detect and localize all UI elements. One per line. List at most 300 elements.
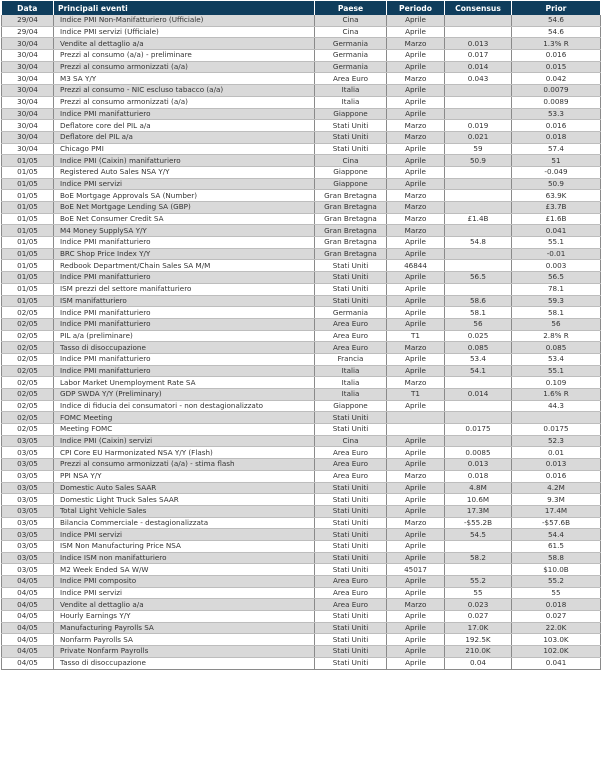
cell-country: Stati Uniti: [315, 482, 387, 494]
cell-date: 29/04: [2, 15, 54, 26]
cell-country: Stati Uniti: [315, 622, 387, 634]
cell-period: Aprile: [387, 237, 445, 249]
cell-country: Stati Uniti: [315, 412, 387, 424]
cell-event: Private Nonfarm Payrolls: [54, 646, 315, 658]
cell-period: Aprile: [387, 552, 445, 564]
header-prior: Prior: [512, 1, 601, 15]
cell-event: BRC Shop Price Index Y/Y: [54, 248, 315, 260]
cell-prior: 0.041: [512, 225, 601, 237]
cell-period: Marzo: [387, 599, 445, 611]
table-row: [2, 552, 601, 564]
cell-event: Indice PMI (Caixin) servizi: [54, 435, 315, 447]
table-row: [2, 295, 601, 307]
cell-prior: 53.3: [512, 108, 601, 120]
cell-date: 30/04: [2, 143, 54, 155]
table-row: [2, 15, 601, 26]
cell-date: 04/05: [2, 611, 54, 623]
cell-consensus: 0.013: [445, 459, 512, 471]
cell-prior: £3.7B: [512, 202, 601, 214]
cell-event: Domestic Light Truck Sales SAAR: [54, 494, 315, 506]
header-country: Paese: [315, 1, 387, 15]
cell-consensus: 58.6: [445, 295, 512, 307]
cell-event: Deflatore core del PIL a/a: [54, 120, 315, 132]
cell-period: Marzo: [387, 470, 445, 482]
cell-country: Area Euro: [315, 470, 387, 482]
table-row: [2, 400, 601, 412]
cell-prior: 57.4: [512, 143, 601, 155]
cell-consensus: 0.023: [445, 599, 512, 611]
table-row: [2, 587, 601, 599]
cell-consensus: 0.014: [445, 61, 512, 73]
table-row: [2, 96, 601, 108]
table-row: [2, 178, 601, 190]
table-row: [2, 131, 601, 143]
cell-prior: 103.0K: [512, 634, 601, 646]
table-row: [2, 307, 601, 319]
cell-consensus: 10.6M: [445, 494, 512, 506]
cell-country: Gran Bretagna: [315, 202, 387, 214]
cell-event: Meeting FOMC: [54, 424, 315, 436]
cell-consensus: 54.1: [445, 365, 512, 377]
cell-event: Indice PMI composito: [54, 576, 315, 588]
cell-consensus: -$55.2B: [445, 517, 512, 529]
cell-period: Aprile: [387, 482, 445, 494]
cell-consensus: 17.0K: [445, 622, 512, 634]
cell-country: Gran Bretagna: [315, 225, 387, 237]
cell-date: 03/05: [2, 517, 54, 529]
cell-country: Stati Uniti: [315, 272, 387, 284]
cell-period: Aprile: [387, 61, 445, 73]
cell-period: Aprile: [387, 646, 445, 658]
cell-country: Italia: [315, 365, 387, 377]
cell-consensus: 56: [445, 318, 512, 330]
table-row: [2, 73, 601, 85]
table-row: [2, 424, 601, 436]
table-row: [2, 342, 601, 354]
cell-date: 30/04: [2, 120, 54, 132]
cell-period: Aprile: [387, 143, 445, 155]
cell-consensus: [445, 377, 512, 389]
cell-country: Stati Uniti: [315, 295, 387, 307]
cell-event: Indice PMI manifatturiero: [54, 108, 315, 120]
cell-event: ISM Non Manufacturing Price NSA: [54, 540, 315, 552]
cell-country: Stati Uniti: [315, 494, 387, 506]
header-period: Periodo: [387, 1, 445, 15]
cell-event: Domestic Auto Sales SAAR: [54, 482, 315, 494]
cell-period: Marzo: [387, 225, 445, 237]
cell-country: Giappone: [315, 166, 387, 178]
cell-period: Aprile: [387, 96, 445, 108]
table-row: [2, 318, 601, 330]
cell-event: PPI NSA Y/Y: [54, 470, 315, 482]
table-row: [2, 38, 601, 50]
cell-date: 01/05: [2, 260, 54, 272]
cell-event: Labor Market Unemployment Rate SA: [54, 377, 315, 389]
cell-event: Prezzi al consumo armonizzati (a/a) - stima flash: [54, 459, 315, 471]
cell-consensus: 55.2: [445, 576, 512, 588]
cell-consensus: 50.9: [445, 155, 512, 167]
table-row: [2, 61, 601, 73]
cell-prior: $10.0B: [512, 564, 601, 576]
cell-consensus: 0.04: [445, 657, 512, 669]
cell-event: Indice PMI servizi: [54, 587, 315, 599]
cell-country: Stati Uniti: [315, 283, 387, 295]
cell-consensus: 0.085: [445, 342, 512, 354]
table-row: [2, 599, 601, 611]
table-body: [2, 15, 601, 669]
cell-prior: 55.1: [512, 365, 601, 377]
cell-date: 03/05: [2, 482, 54, 494]
cell-consensus: 0.0175: [445, 424, 512, 436]
cell-country: Stati Uniti: [315, 634, 387, 646]
cell-country: Area Euro: [315, 447, 387, 459]
cell-period: Aprile: [387, 318, 445, 330]
cell-event: Indice PMI servizi: [54, 178, 315, 190]
cell-period: Marzo: [387, 190, 445, 202]
table-row: [2, 470, 601, 482]
cell-date: 03/05: [2, 552, 54, 564]
cell-prior: 4.2M: [512, 482, 601, 494]
cell-prior: 1.3% R: [512, 38, 601, 50]
cell-prior: 1.6% R: [512, 389, 601, 401]
cell-prior: 0.041: [512, 657, 601, 669]
cell-consensus: 0.0085: [445, 447, 512, 459]
cell-prior: 55: [512, 587, 601, 599]
cell-period: Aprile: [387, 85, 445, 97]
cell-period: Aprile: [387, 26, 445, 38]
cell-period: Aprile: [387, 435, 445, 447]
table-row: [2, 353, 601, 365]
cell-event: BoE Net Consumer Credit SA: [54, 213, 315, 225]
cell-date: 01/05: [2, 166, 54, 178]
cell-date: 30/04: [2, 85, 54, 97]
cell-event: ISM manifatturiero: [54, 295, 315, 307]
cell-event: FOMC Meeting: [54, 412, 315, 424]
cell-country: Area Euro: [315, 459, 387, 471]
cell-date: 01/05: [2, 155, 54, 167]
cell-country: Area Euro: [315, 330, 387, 342]
cell-consensus: [445, 166, 512, 178]
economic-calendar-table: [1, 1, 601, 670]
cell-prior: 0.018: [512, 599, 601, 611]
header-consensus: Consensus: [445, 1, 512, 15]
cell-period: Marzo: [387, 517, 445, 529]
cell-prior: 61.5: [512, 540, 601, 552]
cell-prior: 58.1: [512, 307, 601, 319]
cell-prior: £1.6B: [512, 213, 601, 225]
cell-date: 29/04: [2, 26, 54, 38]
cell-event: Prezzi al consumo (a/a) - preliminare: [54, 50, 315, 62]
table-row: [2, 657, 601, 669]
table-row: [2, 85, 601, 97]
cell-date: 03/05: [2, 447, 54, 459]
cell-prior: 54.6: [512, 26, 601, 38]
cell-date: 02/05: [2, 342, 54, 354]
cell-event: Vendite al dettaglio a/a: [54, 599, 315, 611]
cell-event: Chicago PMI: [54, 143, 315, 155]
cell-consensus: £1.4B: [445, 213, 512, 225]
cell-country: Stati Uniti: [315, 540, 387, 552]
cell-period: Aprile: [387, 178, 445, 190]
cell-consensus: [445, 190, 512, 202]
cell-period: Marzo: [387, 73, 445, 85]
cell-prior: 56: [512, 318, 601, 330]
header-date: Data: [2, 1, 54, 15]
table-row: [2, 505, 601, 517]
cell-period: Aprile: [387, 400, 445, 412]
cell-date: 04/05: [2, 646, 54, 658]
cell-event: Vendite al dettaglio a/a: [54, 38, 315, 50]
table-row: [2, 529, 601, 541]
cell-consensus: 56.5: [445, 272, 512, 284]
cell-date: 03/05: [2, 494, 54, 506]
cell-country: Stati Uniti: [315, 517, 387, 529]
cell-country: Stati Uniti: [315, 143, 387, 155]
cell-prior: 58.8: [512, 552, 601, 564]
cell-period: Aprile: [387, 459, 445, 471]
cell-prior: -0.049: [512, 166, 601, 178]
cell-consensus: 192.5K: [445, 634, 512, 646]
cell-period: Marzo: [387, 377, 445, 389]
cell-country: Giappone: [315, 178, 387, 190]
cell-date: 01/05: [2, 178, 54, 190]
cell-date: 01/05: [2, 213, 54, 225]
cell-period: Aprile: [387, 272, 445, 284]
cell-prior: 22.0K: [512, 622, 601, 634]
cell-period: [387, 412, 445, 424]
cell-country: Germania: [315, 307, 387, 319]
cell-date: 01/05: [2, 190, 54, 202]
table-row: [2, 435, 601, 447]
cell-event: Manufacturing Payrolls SA: [54, 622, 315, 634]
cell-country: Francia: [315, 353, 387, 365]
cell-date: 30/04: [2, 96, 54, 108]
cell-country: Germania: [315, 61, 387, 73]
cell-event: Nonfarm Payrolls SA: [54, 634, 315, 646]
cell-prior: -0.01: [512, 248, 601, 260]
cell-event: Indice di fiducia dei consumatori - non destagionalizzato: [54, 400, 315, 412]
cell-period: Aprile: [387, 494, 445, 506]
cell-period: Aprile: [387, 576, 445, 588]
cell-event: M3 SA Y/Y: [54, 73, 315, 85]
cell-event: Indice PMI manifatturiero: [54, 307, 315, 319]
cell-prior: 0.0079: [512, 85, 601, 97]
cell-country: Cina: [315, 26, 387, 38]
table-row: [2, 576, 601, 588]
cell-country: Italia: [315, 85, 387, 97]
cell-country: Italia: [315, 377, 387, 389]
cell-country: Area Euro: [315, 587, 387, 599]
table-row: [2, 120, 601, 132]
cell-consensus: 54.8: [445, 237, 512, 249]
cell-country: Gran Bretagna: [315, 213, 387, 225]
cell-event: Registered Auto Sales NSA Y/Y: [54, 166, 315, 178]
cell-period: Aprile: [387, 529, 445, 541]
cell-period: Aprile: [387, 634, 445, 646]
cell-prior: 2.8% R: [512, 330, 601, 342]
table-row: [2, 237, 601, 249]
cell-prior: 54.6: [512, 15, 601, 26]
cell-consensus: 58.1: [445, 307, 512, 319]
cell-country: Giappone: [315, 108, 387, 120]
cell-prior: 0.042: [512, 73, 601, 85]
cell-date: 30/04: [2, 131, 54, 143]
cell-period: Aprile: [387, 166, 445, 178]
cell-consensus: [445, 85, 512, 97]
cell-country: Cina: [315, 155, 387, 167]
cell-country: Area Euro: [315, 599, 387, 611]
cell-period: Aprile: [387, 657, 445, 669]
cell-date: 04/05: [2, 634, 54, 646]
cell-prior: [512, 412, 601, 424]
table-row: [2, 634, 601, 646]
cell-country: Stati Uniti: [315, 564, 387, 576]
cell-consensus: 58.2: [445, 552, 512, 564]
cell-country: Stati Uniti: [315, 260, 387, 272]
table-row: [2, 365, 601, 377]
cell-country: Area Euro: [315, 342, 387, 354]
cell-prior: 55.2: [512, 576, 601, 588]
cell-date: 01/05: [2, 283, 54, 295]
cell-event: Indice PMI Non-Manifatturiero (Ufficiale): [54, 15, 315, 26]
table-row: [2, 225, 601, 237]
table-row: [2, 50, 601, 62]
cell-period: Marzo: [387, 342, 445, 354]
cell-event: Prezzi al consumo armonizzati (a/a): [54, 61, 315, 73]
cell-period: 45017: [387, 564, 445, 576]
cell-date: 01/05: [2, 248, 54, 260]
cell-period: Aprile: [387, 283, 445, 295]
cell-date: 03/05: [2, 564, 54, 576]
cell-consensus: 17.3M: [445, 505, 512, 517]
cell-date: 30/04: [2, 61, 54, 73]
cell-event: Indice PMI manifatturiero: [54, 272, 315, 284]
cell-consensus: 4.8M: [445, 482, 512, 494]
cell-country: Stati Uniti: [315, 505, 387, 517]
cell-date: 03/05: [2, 435, 54, 447]
cell-country: Area Euro: [315, 576, 387, 588]
cell-consensus: 0.025: [445, 330, 512, 342]
cell-country: Cina: [315, 15, 387, 26]
cell-period: Aprile: [387, 447, 445, 459]
cell-prior: -$57.6B: [512, 517, 601, 529]
cell-country: Germania: [315, 38, 387, 50]
cell-country: Area Euro: [315, 318, 387, 330]
cell-country: Stati Uniti: [315, 529, 387, 541]
cell-prior: 0.015: [512, 61, 601, 73]
table-row: [2, 611, 601, 623]
cell-period: Aprile: [387, 611, 445, 623]
cell-date: 02/05: [2, 307, 54, 319]
cell-event: Indice PMI manifatturiero: [54, 365, 315, 377]
cell-period: Aprile: [387, 155, 445, 167]
table-row: [2, 412, 601, 424]
table-row: [2, 482, 601, 494]
cell-prior: 0.016: [512, 50, 601, 62]
table-row: [2, 166, 601, 178]
cell-date: 30/04: [2, 73, 54, 85]
cell-prior: 0.109: [512, 377, 601, 389]
cell-date: 01/05: [2, 295, 54, 307]
cell-country: Gran Bretagna: [315, 190, 387, 202]
cell-event: Indice ISM non manifatturiero: [54, 552, 315, 564]
cell-date: 02/05: [2, 424, 54, 436]
cell-consensus: 59: [445, 143, 512, 155]
cell-prior: 9.3M: [512, 494, 601, 506]
cell-prior: 54.4: [512, 529, 601, 541]
cell-country: Italia: [315, 389, 387, 401]
cell-event: CPI Core EU Harmonizated NSA Y/Y (Flash): [54, 447, 315, 459]
cell-prior: 17.4M: [512, 505, 601, 517]
cell-consensus: 0.018: [445, 470, 512, 482]
cell-period: Aprile: [387, 50, 445, 62]
cell-event: BoE Mortgage Approvals SA (Number): [54, 190, 315, 202]
cell-period: 46844: [387, 260, 445, 272]
table-row: [2, 155, 601, 167]
cell-date: 04/05: [2, 576, 54, 588]
table-row: [2, 389, 601, 401]
cell-prior: 0.0089: [512, 96, 601, 108]
cell-date: 01/05: [2, 225, 54, 237]
cell-country: Stati Uniti: [315, 120, 387, 132]
cell-date: 03/05: [2, 459, 54, 471]
cell-date: 02/05: [2, 353, 54, 365]
cell-prior: 0.003: [512, 260, 601, 272]
table-row: [2, 540, 601, 552]
cell-prior: 51: [512, 155, 601, 167]
cell-consensus: 0.017: [445, 50, 512, 62]
cell-event: Tasso di disoccupazione: [54, 342, 315, 354]
cell-prior: 0.013: [512, 459, 601, 471]
cell-country: Stati Uniti: [315, 131, 387, 143]
cell-consensus: [445, 260, 512, 272]
cell-period: Marzo: [387, 131, 445, 143]
cell-period: Aprile: [387, 295, 445, 307]
cell-event: GDP SWDA Y/Y (Preliminary): [54, 389, 315, 401]
cell-period: [387, 424, 445, 436]
table-row: [2, 377, 601, 389]
cell-period: T1: [387, 330, 445, 342]
cell-period: Marzo: [387, 120, 445, 132]
cell-date: 02/05: [2, 365, 54, 377]
cell-date: 02/05: [2, 412, 54, 424]
cell-consensus: [445, 108, 512, 120]
cell-consensus: 0.043: [445, 73, 512, 85]
cell-prior: 0.016: [512, 120, 601, 132]
table-row: [2, 213, 601, 225]
table-row: [2, 248, 601, 260]
cell-date: 03/05: [2, 470, 54, 482]
cell-period: Aprile: [387, 587, 445, 599]
table-row: [2, 26, 601, 38]
cell-date: 02/05: [2, 377, 54, 389]
cell-consensus: 0.014: [445, 389, 512, 401]
cell-period: Aprile: [387, 15, 445, 26]
table-row: [2, 646, 601, 658]
cell-date: 02/05: [2, 318, 54, 330]
cell-date: 02/05: [2, 400, 54, 412]
cell-period: Marzo: [387, 38, 445, 50]
cell-event: Hourly Earnings Y/Y: [54, 611, 315, 623]
cell-consensus: 0.019: [445, 120, 512, 132]
cell-prior: 63.9K: [512, 190, 601, 202]
cell-event: Indice PMI (Caixin) manifatturiero: [54, 155, 315, 167]
table-row: [2, 190, 601, 202]
cell-consensus: [445, 26, 512, 38]
cell-event: Indice PMI servizi (Ufficiale): [54, 26, 315, 38]
cell-consensus: 53.4: [445, 353, 512, 365]
cell-date: 04/05: [2, 622, 54, 634]
